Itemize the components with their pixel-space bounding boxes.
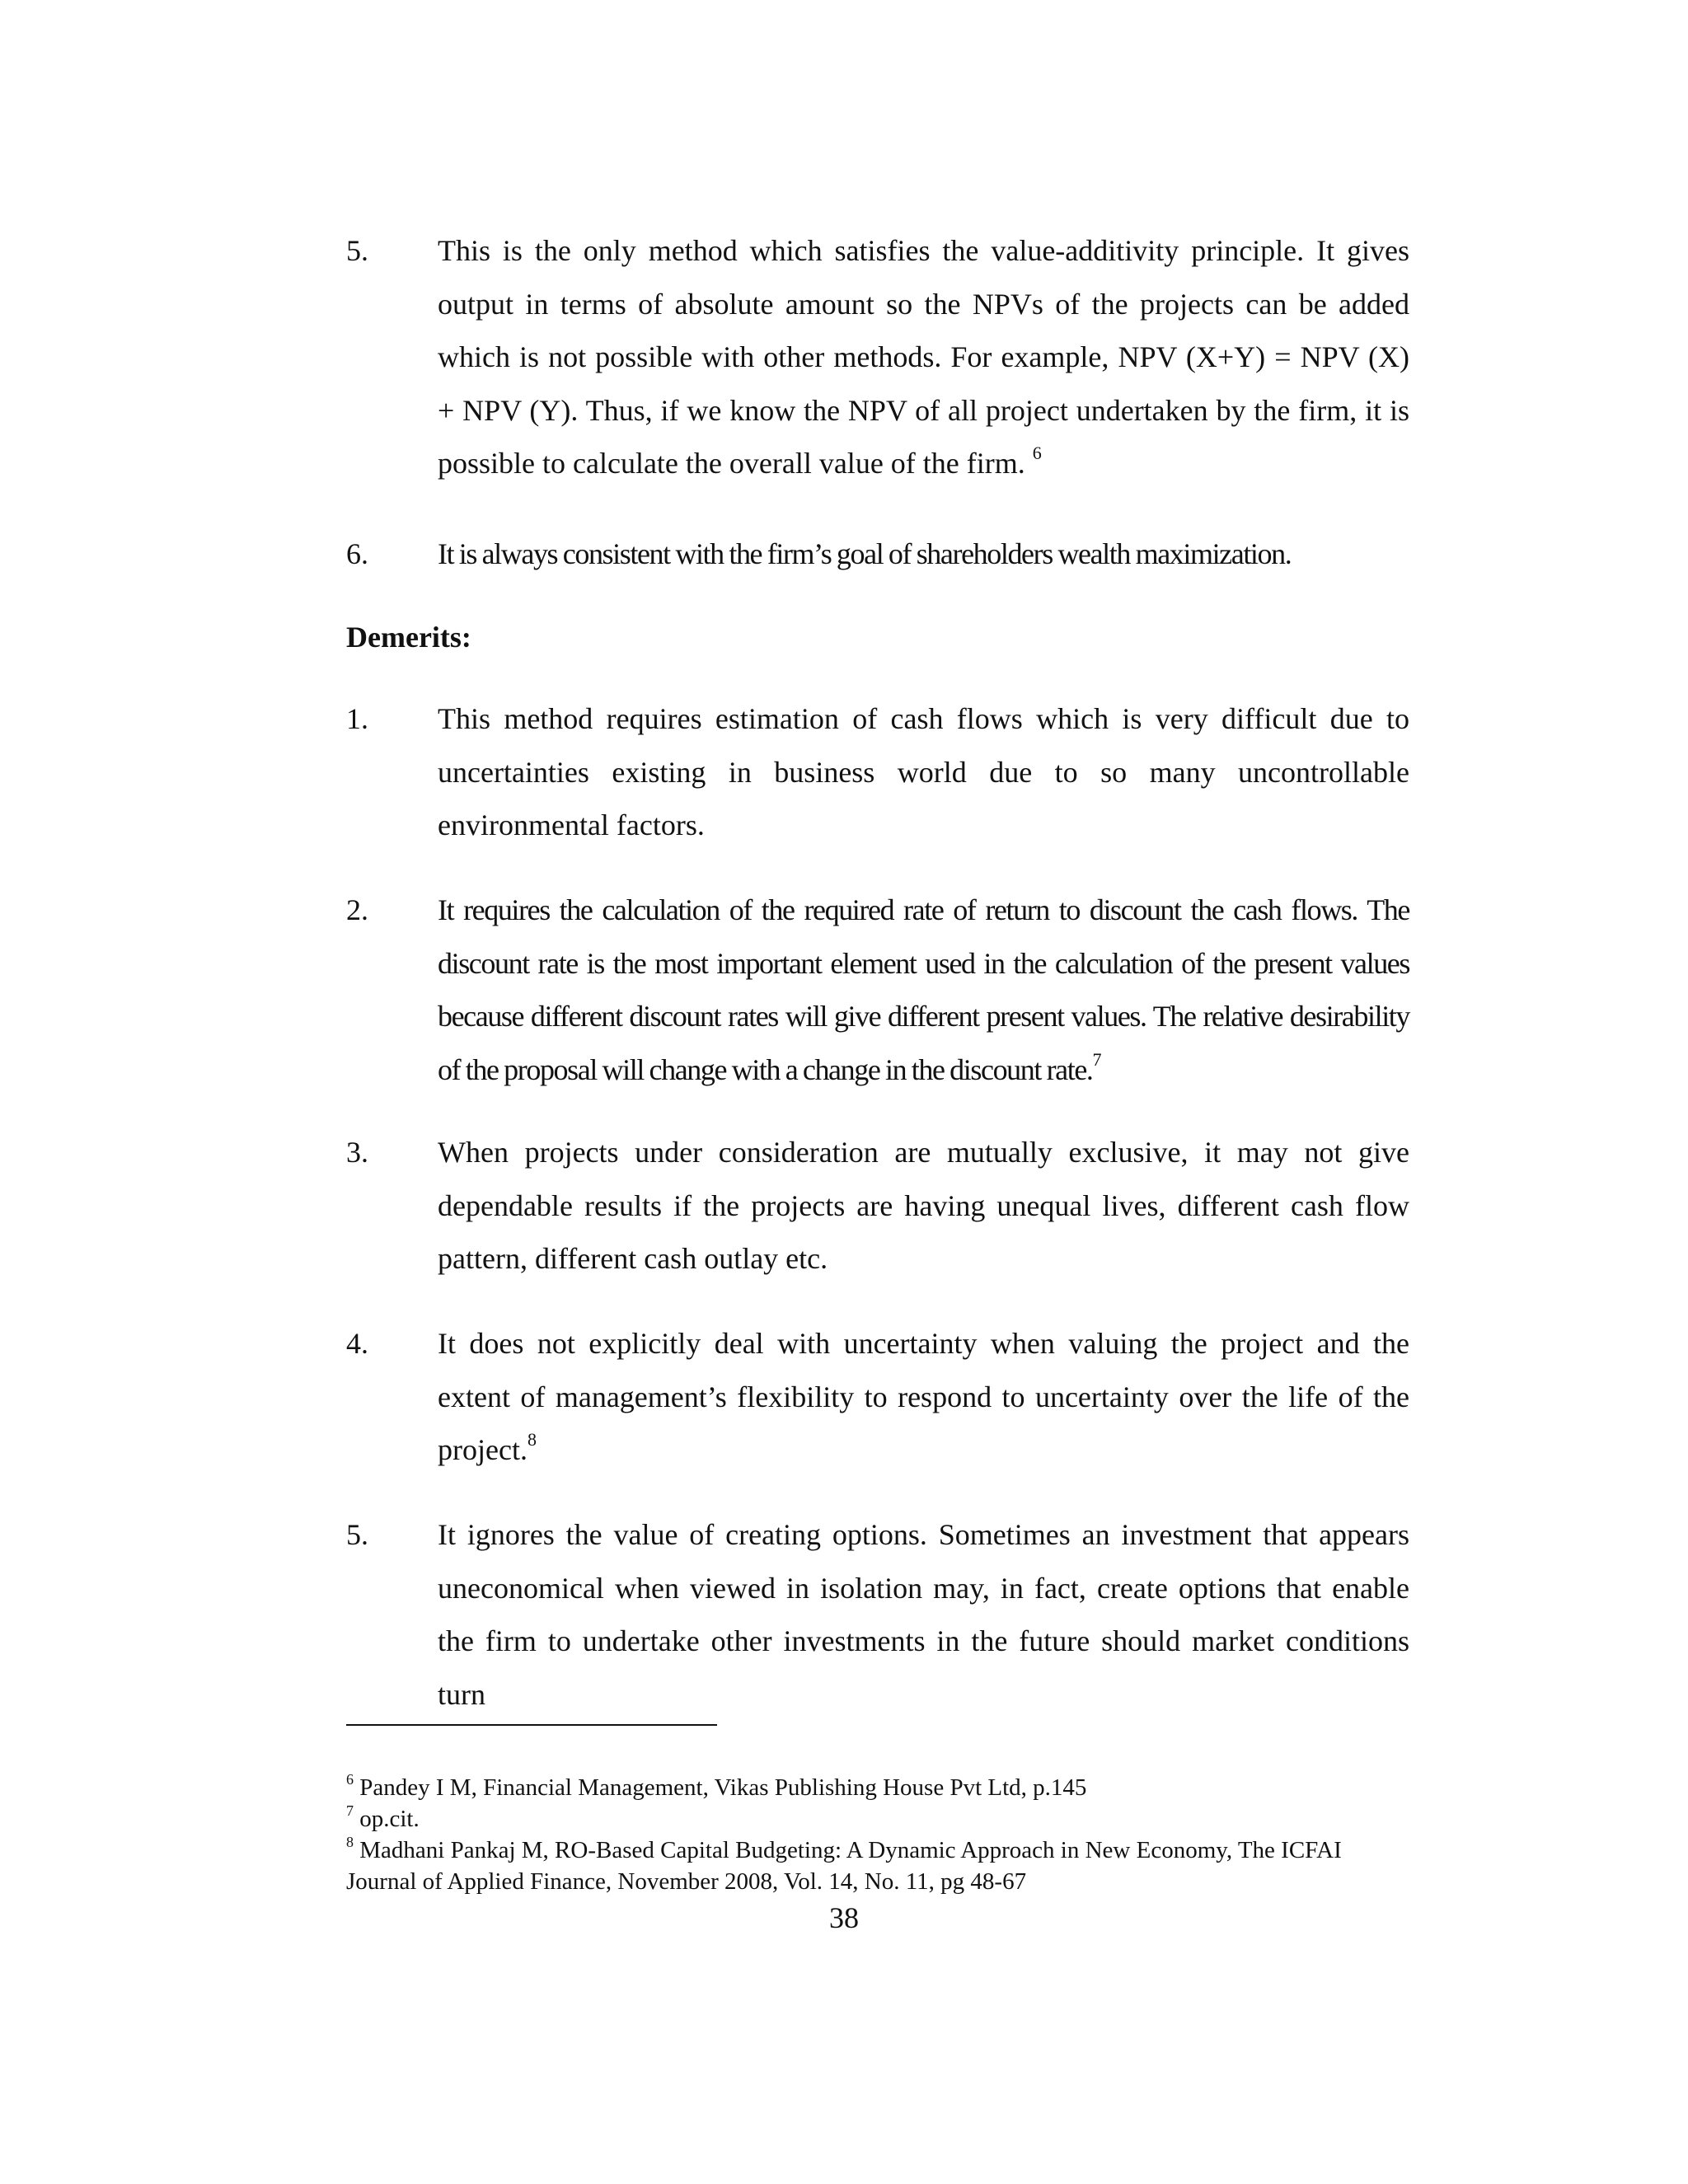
demerit-item-5	[346, 1508, 1409, 1721]
footnote-6: $^6$ Pandey I M, Financial Management, Vikas Publishing House Pvt Ltd, p.145	[346, 1771, 1087, 1801]
footnote-7: $^7$ op.cit.	[346, 1802, 420, 1832]
section-heading-demerits: Demerits:	[346, 621, 471, 654]
list-item-text: This is the only method which satisfies the value-additivity principle. It gives output in terms of absolute amount so the NPVs of the projects can be added which is not possible with other methods. For example, NPV (X+Y) = NPV (X) + NPV (Y). Thus, if we know the NPV of all project undertaken by the firm, it is possible to calculate the overall value of the firm. $^6$	[438, 234, 1409, 480]
footnote-ref[interactable]: 6	[1032, 443, 1042, 463]
list-item-text: It is always consistent with the firm’s goal of shareholders wealth maximization.	[438, 537, 1292, 570]
list-number: 5.	[346, 234, 368, 267]
list-number: 5.	[346, 1518, 368, 1551]
demerit-item-4	[346, 1317, 1409, 1477]
list-number: 2.	[346, 893, 368, 926]
demerit-item-1	[346, 692, 1409, 852]
footnote-ref[interactable]: 8	[527, 1429, 537, 1450]
footnotes	[346, 1772, 1409, 1897]
list-number: 3.	[346, 1136, 368, 1169]
demerit-item-3	[346, 1126, 1409, 1286]
list-number: 4.	[346, 1327, 368, 1360]
list-number: 6.	[346, 537, 368, 570]
list-item-text: It does not explicitly deal with uncertainty when valuing the project and the extent of management’s flexibility to respond to uncertainty over the life of the project.$^8$	[438, 1327, 1409, 1466]
list-item-text: It ignores the value of creating options. Sometimes an investment that appears uneconomical when viewed in isolation may, in fact, create options that enable the firm to undertake other investments in the future should market conditions turn	[438, 1518, 1409, 1711]
footnote-ref[interactable]: 7	[1092, 1048, 1101, 1070]
merit-item-5	[346, 224, 1409, 490]
merit-item-6	[346, 527, 1409, 581]
demerit-item-2	[346, 883, 1409, 1096]
list-number: 1.	[346, 702, 368, 735]
footnote-separator	[346, 1724, 717, 1726]
page-number: 38	[829, 1901, 859, 1934]
footnote-8: $^8$ Madhani Pankaj M, RO-Based Capital Budgeting: A Dynamic Approach in New Economy, The ICFAI Journal of Applied Finance, November 2008, Vol. 14, No. 11, pg 48-67	[346, 1834, 1342, 1895]
list-item-text: This method requires estimation of cash flows which is very difficult due to uncertainties existing in business world due to so many uncontrollable environmental factors.	[438, 702, 1409, 841]
list-item-text: It requires the calculation of the required rate of return to discount the cash flows. The discount rate is the most important element used in the calculation of the present values because different discount rates will give different present values. The relative desirability of the proposal will change with a change in the discount rate.$^7$	[438, 893, 1409, 1086]
list-item-text: When projects under consideration are mutually exclusive, it may not give dependable results if the projects are having unequal lives, different cash flow pattern, different cash outlay etc.	[438, 1136, 1409, 1275]
